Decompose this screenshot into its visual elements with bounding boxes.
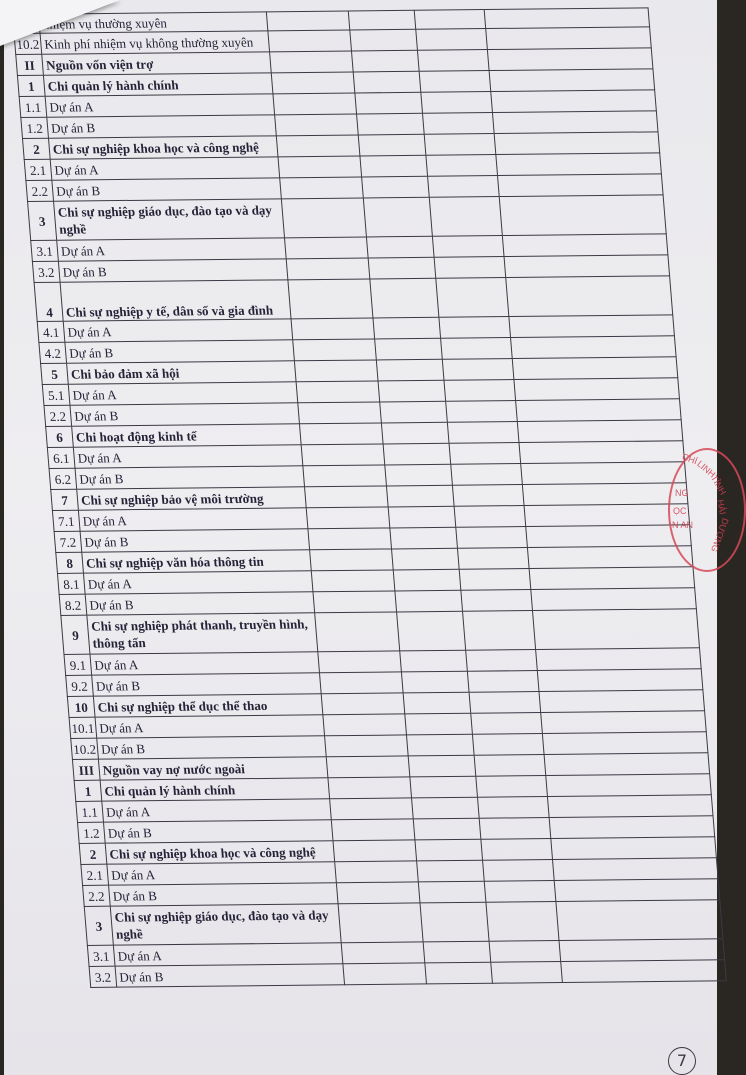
empty-value-cell — [446, 401, 518, 423]
empty-value-cell — [526, 525, 692, 548]
content-cell: Dự án B — [52, 178, 282, 201]
page-number: 7 — [668, 1047, 696, 1075]
empty-value-cell — [491, 961, 563, 983]
content-cell: Dự án A — [63, 319, 293, 342]
document-page — [4, 0, 731, 1075]
row-number-cell: 6.2 — [49, 468, 77, 489]
empty-value-cell — [532, 609, 699, 650]
empty-value-cell — [388, 506, 456, 528]
empty-value-cell — [451, 464, 523, 486]
row-number-cell: 7.1 — [52, 510, 80, 531]
empty-value-cell — [328, 777, 412, 799]
empty-value-cell — [331, 819, 415, 841]
content-cell: Kinh phí nhiệm vụ không thường xuyên — [40, 31, 270, 54]
empty-value-cell — [491, 90, 657, 113]
empty-value-cell — [467, 671, 539, 693]
empty-value-cell — [487, 48, 653, 71]
content-cell: Dự án B — [109, 883, 339, 906]
empty-value-cell — [366, 236, 434, 258]
row-number-cell: 7 — [51, 489, 79, 510]
empty-value-cell — [375, 338, 443, 360]
empty-value-cell — [270, 51, 354, 73]
table-row — [34, 276, 673, 322]
empty-value-cell — [529, 567, 695, 590]
empty-value-cell — [403, 692, 471, 714]
empty-value-cell — [492, 111, 658, 134]
empty-value-cell — [484, 8, 649, 29]
empty-value-cell — [350, 29, 418, 51]
content-cell: Dự án B — [103, 820, 333, 843]
empty-value-cell — [393, 569, 461, 591]
empty-value-cell — [517, 420, 683, 443]
content-cell: Dự án B — [65, 340, 295, 363]
empty-value-cell — [412, 797, 480, 819]
row-number-cell: 4.1 — [37, 321, 65, 342]
row-number-cell: 1 — [74, 780, 102, 801]
row-number-cell: 2.2 — [26, 180, 54, 201]
empty-value-cell — [432, 236, 504, 258]
seal-text: TỈNH — [708, 473, 729, 497]
empty-value-cell — [506, 276, 673, 317]
empty-value-cell — [383, 443, 451, 465]
empty-value-cell — [286, 258, 370, 280]
empty-value-cell — [544, 753, 710, 776]
empty-value-cell — [425, 962, 493, 984]
content-cell: Chi sự nghiệp khoa học và công nghệ — [48, 136, 278, 159]
content-cell: Dự án A — [83, 571, 313, 594]
empty-value-cell — [423, 941, 491, 963]
row-number-cell: 8 — [56, 552, 84, 573]
empty-value-cell — [461, 590, 533, 612]
empty-value-cell — [449, 443, 521, 465]
empty-value-cell — [276, 135, 360, 157]
content-cell: Chi sự nghiệp thể dục thể thao — [93, 694, 323, 717]
empty-value-cell — [527, 546, 693, 569]
empty-value-cell — [319, 672, 403, 694]
content-cell: Dự án A — [73, 445, 303, 468]
row-number-cell: 9.2 — [66, 675, 94, 696]
empty-value-cell — [554, 879, 720, 902]
empty-value-cell — [472, 734, 544, 756]
empty-value-cell — [420, 902, 489, 942]
empty-value-cell — [496, 153, 662, 176]
empty-value-cell — [358, 134, 426, 156]
content-cell: Dự án B — [70, 403, 300, 426]
row-number-cell: 2.1 — [81, 864, 109, 885]
empty-value-cell — [476, 776, 548, 798]
row-number-cell: 3.1 — [87, 945, 115, 966]
empty-value-cell — [499, 195, 666, 236]
row-number-cell: 7.2 — [54, 531, 82, 552]
empty-value-cell — [494, 132, 660, 155]
empty-value-cell — [436, 278, 509, 318]
content-cell: Chi hoạt động kinh tế — [72, 424, 302, 447]
content-cell: Chi sự nghiệp khoa học và công nghệ — [105, 841, 335, 864]
empty-value-cell — [553, 858, 719, 881]
empty-value-cell — [298, 402, 382, 424]
empty-value-cell — [368, 257, 436, 279]
content-cell: Chi bảo đảm xã hội — [67, 361, 297, 384]
empty-value-cell — [442, 359, 514, 381]
seal-text: ỌC — [673, 506, 687, 516]
empty-value-cell — [452, 485, 524, 507]
empty-value-cell — [417, 860, 485, 882]
empty-value-cell — [330, 798, 414, 820]
empty-value-cell — [421, 92, 493, 114]
content-cell: nhiệm vụ thường xuyên — [39, 12, 268, 33]
empty-value-cell — [511, 336, 677, 359]
content-cell: Dự án A — [113, 943, 343, 966]
empty-value-cell — [474, 755, 546, 777]
row-number-cell: 3.1 — [31, 240, 59, 261]
table-row — [84, 900, 723, 946]
empty-value-cell — [315, 612, 400, 652]
empty-value-cell — [341, 942, 425, 964]
row-number-cell: 1.2 — [21, 117, 49, 138]
content-cell: Chi quản lý hành chính — [43, 73, 273, 96]
empty-value-cell — [428, 176, 500, 198]
empty-value-cell — [400, 650, 468, 672]
row-number-cell: 8.1 — [57, 573, 85, 594]
content-cell: Dự án B — [85, 592, 315, 615]
seal-text: LINH — [695, 458, 718, 480]
empty-value-cell — [415, 839, 483, 861]
row-number-cell: 1.1 — [76, 801, 104, 822]
empty-value-cell — [288, 279, 373, 319]
content-cell: Nguồn vốn viện trợ — [42, 52, 272, 75]
empty-value-cell — [308, 528, 392, 550]
empty-value-cell — [486, 902, 559, 942]
empty-value-cell — [489, 69, 655, 92]
empty-value-cell — [516, 399, 682, 422]
content-cell: Dự án B — [58, 259, 288, 282]
empty-value-cell — [441, 338, 513, 360]
row-number-cell: 8.2 — [59, 594, 87, 615]
empty-value-cell — [380, 401, 448, 423]
row-number-cell: 1.1 — [19, 96, 47, 117]
empty-value-cell — [273, 93, 357, 115]
empty-value-cell — [280, 177, 364, 199]
empty-value-cell — [362, 176, 430, 198]
row-number-cell: 10 — [67, 696, 95, 717]
row-number-cell: 10.2 — [14, 33, 42, 54]
row-number-cell: 2 — [23, 138, 51, 159]
row-number-cell: 10.1 — [69, 717, 97, 738]
content-cell: Dự án B — [97, 736, 327, 759]
empty-value-cell — [363, 197, 432, 237]
torn-paper-corner — [0, 0, 120, 46]
empty-value-cell — [299, 423, 383, 445]
content-cell: Chi sự nghiệp văn hóa thông tin — [82, 550, 312, 573]
seal-text: NG — [675, 488, 689, 498]
empty-value-cell — [268, 30, 352, 52]
content-cell: Nguồn vay nợ nước ngoài — [98, 757, 328, 780]
empty-value-cell — [546, 774, 712, 797]
empty-value-cell — [355, 92, 423, 114]
empty-value-cell — [549, 816, 715, 839]
empty-value-cell — [502, 234, 668, 257]
empty-value-cell — [401, 671, 469, 693]
empty-value-cell — [291, 318, 375, 340]
content-cell: Chi sự nghiệp bảo vệ môi trường — [77, 487, 307, 510]
empty-value-cell — [281, 198, 366, 238]
empty-value-cell — [336, 882, 420, 904]
content-cell: Dự án B — [80, 529, 310, 552]
empty-value-cell — [463, 611, 536, 651]
empty-value-cell — [556, 900, 723, 941]
seal-text: HẢI — [715, 498, 728, 516]
empty-value-cell — [423, 113, 495, 135]
row-number-cell: 1.2 — [77, 822, 105, 843]
empty-value-cell — [335, 861, 419, 883]
content-cell: Dự án A — [57, 238, 287, 261]
empty-value-cell — [406, 734, 474, 756]
empty-value-cell — [417, 50, 489, 72]
row-number-cell: 1 — [17, 75, 45, 96]
empty-value-cell — [343, 963, 427, 985]
empty-value-cell — [360, 155, 428, 177]
content-cell: Dự án B — [115, 964, 345, 987]
empty-value-cell — [385, 464, 453, 486]
empty-value-cell — [301, 444, 385, 466]
empty-value-cell — [504, 255, 670, 278]
empty-value-cell — [522, 483, 688, 506]
empty-value-cell — [386, 485, 454, 507]
row-number-cell: 9 — [61, 615, 90, 654]
empty-value-cell — [376, 359, 444, 381]
content-cell: Dự án A — [50, 157, 280, 180]
content-cell: Dự án B — [47, 115, 277, 138]
empty-value-cell — [348, 10, 415, 30]
empty-value-cell — [353, 71, 421, 93]
content-cell: Dự án A — [45, 94, 275, 117]
empty-value-cell — [414, 10, 485, 30]
empty-value-cell — [333, 840, 417, 862]
empty-value-cell — [459, 569, 531, 591]
empty-value-cell — [509, 315, 675, 338]
empty-value-cell — [466, 650, 538, 672]
empty-value-cell — [318, 651, 402, 673]
row-number-cell: 9.1 — [64, 654, 92, 675]
empty-value-cell — [418, 881, 486, 903]
empty-value-cell — [434, 257, 506, 279]
empty-value-cell — [397, 611, 466, 651]
empty-value-cell — [541, 711, 707, 734]
empty-value-cell — [424, 134, 496, 156]
row-number-cell: 3.2 — [89, 966, 117, 987]
empty-value-cell — [559, 939, 725, 962]
empty-value-cell — [469, 692, 541, 714]
empty-value-cell — [323, 714, 407, 736]
empty-value-cell — [413, 818, 481, 840]
empty-value-cell — [408, 755, 476, 777]
row-number-cell: 2.1 — [24, 159, 52, 180]
content-cell: Chi sự nghiệp giáo dục, đào tạo và dạy nghề — [110, 904, 341, 945]
empty-value-cell — [296, 381, 380, 403]
empty-value-cell — [489, 941, 561, 963]
empty-value-cell — [303, 465, 387, 487]
empty-value-cell — [305, 486, 389, 508]
row-number-cell: 10.2 — [71, 738, 99, 759]
empty-value-cell — [561, 960, 727, 983]
row-number-cell: 5 — [41, 363, 69, 384]
content-cell: Dự án A — [102, 799, 332, 822]
empty-value-cell — [471, 713, 543, 735]
empty-value-cell — [285, 237, 369, 259]
empty-value-cell — [395, 590, 463, 612]
empty-value-cell — [456, 527, 528, 549]
seal-text: DƯƠNG — [708, 516, 731, 554]
red-stamp-seal — [668, 448, 746, 572]
content-cell: Dự án A — [68, 382, 298, 405]
row-number-cell: III — [72, 759, 100, 780]
row-number-cell: 3.2 — [32, 261, 60, 282]
empty-value-cell — [537, 669, 703, 692]
row-number-cell: 4.2 — [39, 342, 67, 363]
empty-value-cell — [390, 527, 458, 549]
empty-value-cell — [551, 837, 717, 860]
content-cell: Dự án A — [78, 508, 308, 531]
empty-value-cell — [444, 380, 516, 402]
content-cell: Chi sự nghiệp y tế, dân số và gia đình — [60, 280, 291, 321]
empty-value-cell — [479, 818, 551, 840]
empty-value-cell — [439, 317, 511, 339]
empty-value-cell — [457, 548, 529, 570]
empty-value-cell — [338, 903, 423, 943]
empty-value-cell — [306, 507, 390, 529]
empty-value-cell — [357, 113, 425, 135]
empty-value-cell — [370, 278, 439, 318]
empty-value-cell — [311, 570, 395, 592]
empty-value-cell — [481, 839, 553, 861]
empty-value-cell — [294, 360, 378, 382]
empty-value-cell — [484, 881, 556, 903]
row-number-cell: 4 — [34, 282, 63, 321]
empty-value-cell — [531, 588, 697, 611]
content-cell: Chi sự nghiệp giáo dục, đào tạo và dạy nghề — [54, 199, 285, 240]
empty-value-cell — [419, 71, 491, 93]
empty-value-cell — [426, 155, 498, 177]
empty-value-cell — [271, 72, 355, 94]
empty-value-cell — [429, 197, 502, 237]
table-body — [13, 8, 727, 988]
empty-value-cell — [539, 690, 705, 713]
table-row — [28, 195, 667, 241]
row-number-cell: 2.2 — [83, 885, 111, 906]
content-cell: Dự án A — [107, 862, 337, 885]
row-number-cell: 5.1 — [42, 384, 70, 405]
table-row — [61, 609, 700, 655]
empty-value-cell — [524, 504, 690, 527]
empty-value-cell — [512, 357, 678, 380]
row-number-cell: 6 — [46, 426, 74, 447]
budget-table — [12, 7, 727, 988]
empty-value-cell — [275, 114, 359, 136]
content-cell: Dự án B — [92, 673, 322, 696]
empty-value-cell — [447, 422, 519, 444]
row-number-cell: 6.1 — [47, 447, 75, 468]
empty-value-cell — [519, 441, 685, 464]
empty-value-cell — [454, 506, 526, 528]
seal-text: CHÍ — [680, 451, 699, 467]
empty-value-cell — [486, 27, 652, 50]
empty-value-cell — [514, 378, 680, 401]
empty-value-cell — [325, 735, 409, 757]
row-number-cell: 2.2 — [44, 405, 72, 426]
empty-value-cell — [392, 548, 460, 570]
empty-value-cell — [381, 422, 449, 444]
empty-value-cell — [498, 174, 664, 197]
row-number-cell: II — [16, 54, 44, 75]
row-number-cell: 3 — [28, 201, 57, 240]
content-cell: Dự án A — [95, 715, 325, 738]
empty-value-cell — [321, 693, 405, 715]
empty-value-cell — [547, 795, 713, 818]
empty-value-cell — [477, 797, 549, 819]
empty-value-cell — [542, 732, 708, 755]
empty-value-cell — [351, 50, 419, 72]
empty-value-cell — [405, 713, 473, 735]
empty-value-cell — [278, 156, 362, 178]
empty-value-cell — [310, 549, 394, 571]
empty-value-cell — [293, 339, 377, 361]
empty-value-cell — [521, 462, 687, 485]
content-cell: Dự án A — [90, 652, 320, 675]
content-cell: Chi sự nghiệp phát thanh, truyền hình, thông tấn — [87, 613, 318, 654]
empty-value-cell — [536, 648, 702, 671]
empty-value-cell — [326, 756, 410, 778]
empty-value-cell — [313, 591, 397, 613]
empty-value-cell — [410, 776, 478, 798]
row-number-cell: 3 — [84, 906, 113, 945]
row-number-cell: 2 — [79, 843, 107, 864]
empty-value-cell — [483, 860, 555, 882]
content-cell: Dự án B — [75, 466, 305, 489]
seal-text: N AN — [672, 520, 694, 530]
empty-value-cell — [266, 11, 349, 31]
empty-value-cell — [378, 380, 446, 402]
content-cell: Chi quản lý hành chính — [100, 778, 330, 801]
empty-value-cell — [373, 317, 441, 339]
empty-value-cell — [416, 29, 488, 51]
